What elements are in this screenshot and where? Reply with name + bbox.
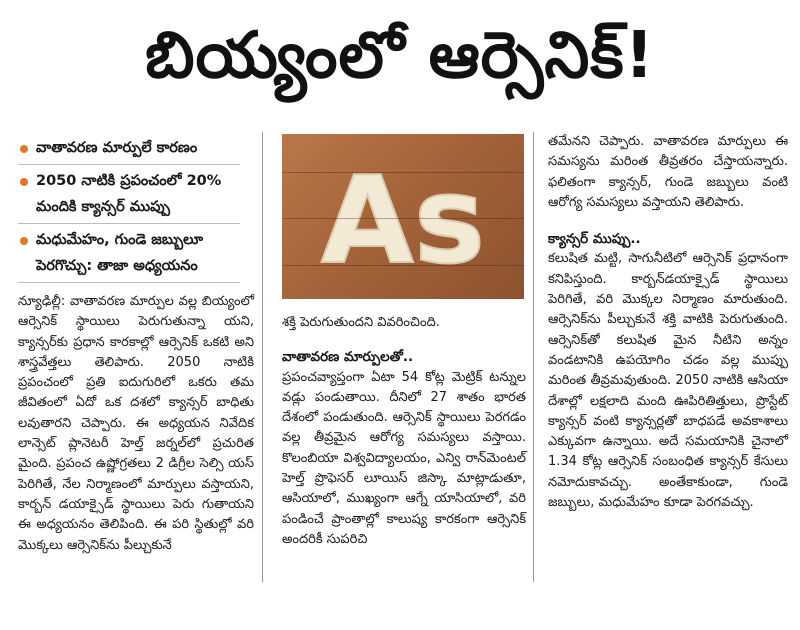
article-column-1 bbox=[18, 292, 254, 556]
bullet-list bbox=[18, 132, 240, 283]
rice-arsenic-photo bbox=[282, 134, 524, 299]
article-column-3 bbox=[548, 132, 788, 513]
headline: బియ్యంలో ఆర్సెనిక్! bbox=[145, 19, 655, 93]
subheading: వాతావరణ మార్పులతో.. bbox=[282, 349, 414, 366]
photo-text: As bbox=[320, 152, 486, 291]
subheading: క్యాన్సర్ ముప్పు.. bbox=[548, 231, 641, 248]
article-body: ప్రపంచవ్యాప్తంగా ఏటా 54 కోట్ల మెట్రిక్ టన్నుల వడ్లు పండుతాయి. దీనిలో 27 శాతం భారత దేశంలో పండుతుంది. ఆర్సెనిక్ స్థాయిలు పెరగడం వల్ల తీవ్రమైన ఆరోగ్య సమస్యలు వస్తాయి. కొలంబియా విశ్వవిద్యాలయం, ఎన్వి రాన్‌మెంటల్ హెల్త్ ప్రొఫెసర్ లూయిస్ జిస్కా మాట్లాడుతూ, ఆసియాలో, ముఖ్యంగా ఆగ్నే యాసియాలో, వరి పండించే ప్రాంతాల్లో కాలుష్య కారకంగా ఆర్సెనిక్ అందరికీ సుపరిచి bbox=[282, 369, 526, 547]
bullet-dot-icon bbox=[20, 178, 28, 186]
rice-letters-graphic bbox=[282, 134, 524, 299]
article-body: తమేనని చెప్పారు. వాతావరణ మార్పులు ఈ సమస్యను మరింత తీవ్రతరం చేస్తాయన్నారు. ఫలితంగా క్యాన్సర్, గుండె జబ్బులు వంటి ఆరోగ్య సమస్యలు వస్తాయని తెలిపారు. bbox=[548, 134, 788, 210]
article-column-2 bbox=[282, 313, 526, 550]
article-body: కలుషిత మట్టి, సాగునీటిలో ఆర్సెనిక్ ప్రధానంగా కనిపిస్తుంది. కార్బన్‌డయాక్సైడ్ స్థాయిలు పెరిగితే, వరి మొక్కల నిర్మాణం మారుతుంది. ఆర్సెనిక్‌ను పీల్చుకునే శక్తి వాటికి పెరుగుతుంది. ఆర్సెనిక్‌తో కలుషిత మైన నీటిని అన్నం వండటానికి ఉపయోగిం చడం వల్ల ముప్పు మరింత తీవ్రమవుతుంది. 2050 నాటికి ఆసియా దేశాల్లో లక్షలాది మంది ఊపిరితిత్తులు, ప్రొస్టేట్ క్యాన్సర్ వంటి క్యాన్సర్లతో బాధపడే అవకాశాలు ఎక్కువగా ఉన్నాయి. అదే సమయానికి చైనాలో 1.34 కోట్ల ఆర్సెనిక్ సంబంధిత క్యాన్సర్ కేసులు నమోదుకావచ్చు. అంతేకాకుండా, గుండె జబ్బులు, మధుమేహం కూడా పెరగవచ్చు. bbox=[548, 251, 788, 511]
bullet-item: 2050 నాటికి ప్రపంచంలో 20% మందికి క్యాన్సర్ ముప్పు bbox=[18, 165, 240, 224]
column-divider bbox=[262, 132, 263, 582]
bullet-item: మధుమేహం, గుండె జబ్బులూ పెరగొచ్చు: తాజా అధ్యయనం bbox=[18, 224, 240, 283]
article-body: శక్తి పెరుగుతుందని వివరించింది. bbox=[282, 315, 440, 330]
bullet-dot-icon bbox=[20, 237, 28, 245]
column-divider bbox=[533, 132, 534, 582]
article-body: న్యూఢిల్లీ: వాతావరణ మార్పుల వల్ల బియ్యంలో ఆర్సెనిక్ స్థాయిలు పెరుగుతున్నా యని, క్యాన్సర్‌కు ప్రధాన కారకాల్లో ఆర్సెనిక్ ఒకటి అని శాస్త్రవేత్తలు తెలిపారు. 2050 నాటికి ప్రపంచంలో ప్రతి ఐదుగురిలో ఒకరు తమ జీవితంలో ఏదో ఒక దశలో క్యాన్సర్ బాధితు లవుతారని చెప్పారు. ఈ అధ్యయన నివేదిక లాన్సెట్ ప్లానెటరీ హెల్త్ జర్నల్‌లో ప్రచురిత మైంది. ప్రపంచ ఉష్ణోగ్రతలు 2 డిగ్రీల సెల్సి యస్ పెరిగితే, నేల నిర్మాణంలో మార్పులు వస్తాయని, కార్బన్ డయాక్సైడ్ స్థాయిలు పెరు గుతాయని ఈ అధ్యయనం తెలిపింది. ఈ పరి స్థితుల్లో వరి మొక్కలు ఆర్సెనిక్‌ను పీల్చుకునే bbox=[18, 294, 254, 553]
bullet-dot-icon bbox=[20, 145, 28, 153]
bullet-item: వాతావరణ మార్పులే కారణం bbox=[18, 132, 240, 165]
